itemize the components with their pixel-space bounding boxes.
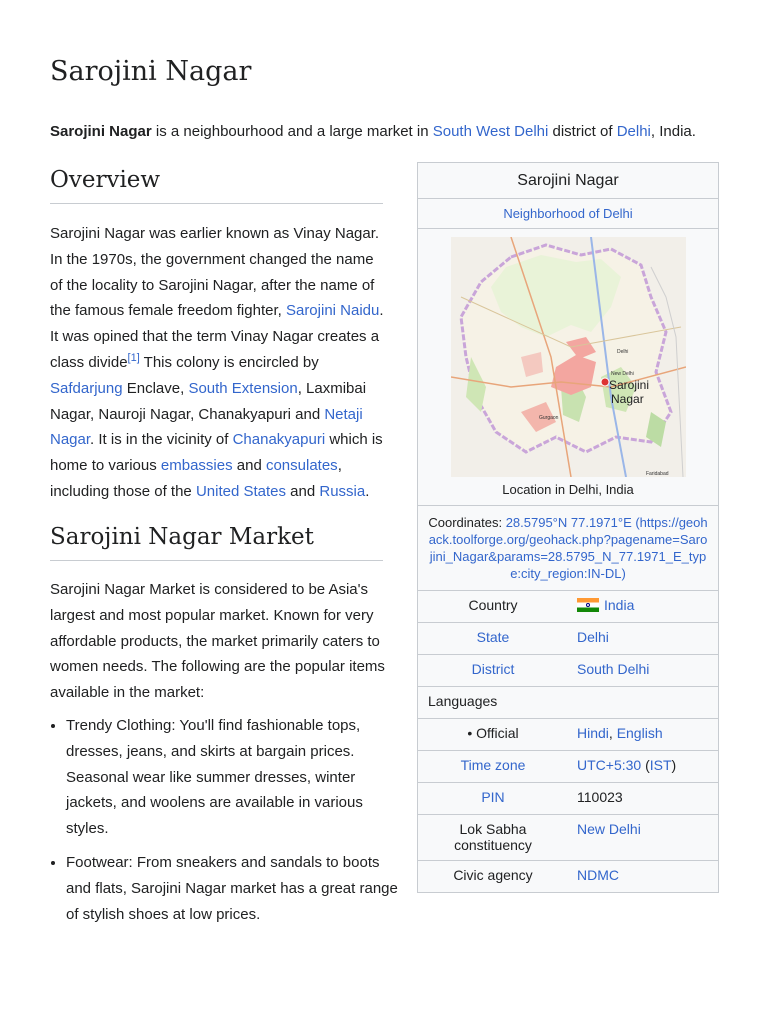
district-label-link[interactable]: District — [471, 661, 515, 677]
infobox-row-district — [418, 655, 718, 687]
infobox-row-country — [418, 591, 718, 623]
map-place-label: New Delhi — [611, 371, 634, 377]
country-label: Country — [468, 597, 518, 613]
state-label-link[interactable]: State — [476, 629, 510, 645]
overview-text: . — [365, 482, 370, 500]
lok-sabha-label: Lok Sabha constituency — [454, 821, 532, 853]
infobox-subtitle-link[interactable]: Neighborhood of Delhi — [503, 206, 633, 221]
timezone-label-link[interactable]: Time zone — [460, 757, 526, 773]
lead-text: district of — [548, 123, 617, 140]
infobox — [417, 162, 719, 893]
overview-text: which is home to various — [50, 431, 383, 475]
lead-text: is a neighbourhood and a large market in — [151, 123, 433, 140]
map-place-label: Delhi — [617, 349, 629, 355]
overview-heading: Overview — [50, 167, 383, 204]
languages-header: Languages — [418, 687, 718, 719]
reference-link[interactable]: [1] — [127, 351, 140, 364]
overview-text: , Laxmibai Nagar, Nauroji Nagar, Chanakyapuri and — [50, 379, 367, 423]
overview-text: . It is in the vicinity of — [90, 431, 233, 449]
paren: ( — [641, 757, 650, 773]
civic-agency-label: Civic agency — [453, 867, 533, 883]
overview-text: Enclave, — [122, 379, 189, 397]
separator: , — [608, 725, 617, 741]
map-caption: Location in Delhi, India — [502, 482, 634, 497]
overview-text: and — [286, 482, 320, 500]
link-delhi[interactable]: Delhi — [616, 123, 651, 140]
market-heading: Sarojini Nagar Market — [50, 524, 383, 561]
infobox-title: Sarojini Nagar — [418, 163, 718, 199]
infobox-row-state — [418, 623, 718, 655]
map-marker-label: Nagar — [611, 392, 644, 406]
overview-text: Sarojini Nagar was earlier known as Vinay Nagar. In the 1970s, the government changed the name of the locality to Sarojini Nagar, after the name of the famous female freedom fighter, — [50, 225, 380, 320]
link-south-west-delhi[interactable]: South West Delhi — [432, 123, 549, 140]
pin-label-link[interactable]: PIN — [481, 789, 505, 805]
list-item: • Trendy Clothing: You'll find fashionable tops, dresses, jeans, and skirts at bargain prices. Seasonal wear like summer dresses, winter jackets, and woolens are available in various styles. — [66, 713, 406, 842]
page-title: Sarojini Nagar — [50, 56, 252, 87]
language-link-english[interactable]: English — [616, 725, 663, 741]
lead-text: , India. — [650, 123, 696, 140]
link-united-states[interactable]: United States — [195, 482, 286, 500]
state-link[interactable]: Delhi — [577, 629, 609, 645]
overview-text: , including those of the — [50, 457, 342, 500]
map-marker-label: Sarojini — [609, 378, 650, 392]
overview-text: This colony is encircled by — [139, 353, 319, 371]
country-link[interactable]: India — [604, 597, 635, 613]
timezone-abbr-link[interactable]: IST — [649, 757, 672, 773]
infobox-coordinates — [418, 506, 718, 591]
link-embassies[interactable]: embassies — [160, 457, 233, 475]
link-netaji-nagar[interactable]: Netaji Nagar — [50, 405, 363, 449]
civic-agency-link[interactable]: NDMC — [577, 867, 619, 883]
overview-paragraph — [50, 221, 385, 505]
list-item: • Footwear: From sneakers and sandals to boots and flats, Sarojini Nagar market has a great range of stylish shoes at low prices. — [66, 850, 406, 927]
overview-text: and — [232, 457, 266, 475]
infobox-row-timezone — [418, 751, 718, 783]
market-paragraph: Sarojini Nagar Market is considered to be Asia's largest and most popular market. Known for very affordable products, the market primarily caters to women needs. The following are the popular items available in the market: — [50, 581, 385, 702]
location-map-panel — [418, 229, 718, 506]
link-russia[interactable]: Russia — [319, 482, 366, 500]
overview-text: . It was opined that the term Vinay Nagar creates a class divide — [50, 302, 384, 371]
infobox-row-civic-agency — [418, 861, 718, 892]
link-south-extension[interactable]: South Extension — [188, 379, 298, 397]
map-place-label: Faridabad — [646, 471, 669, 477]
india-flag-icon — [577, 598, 599, 612]
coordinates-label: Coordinates: — [428, 515, 506, 530]
delhi-map-image — [451, 237, 686, 477]
language-link-hindi[interactable]: Hindi — [577, 725, 609, 741]
infobox-row-pin — [418, 783, 718, 815]
paren: ) — [671, 757, 677, 773]
coordinates-link[interactable]: 28.5795°N 77.1971°E (https://geohack.toolforge.org/geohack.php?pagename=Sarojini_Nagar&params=28.5795_N_77.1971_E_type:city_region:IN-DL) — [428, 515, 708, 581]
map-place-label: Gurgaon — [539, 415, 559, 421]
lead-bold-title: Sarojini Nagar — [50, 123, 152, 140]
link-sarojini-naidu[interactable]: Sarojini Naidu — [285, 302, 380, 320]
link-safdarjung[interactable]: Safdarjung — [50, 379, 123, 397]
market-items-list — [48, 713, 406, 935]
official-label: • Official — [467, 725, 519, 741]
pin-value: 110023 — [577, 789, 623, 805]
infobox-row-lok-sabha — [418, 815, 718, 861]
location-map[interactable] — [451, 237, 686, 477]
district-link[interactable]: South Delhi — [577, 661, 650, 677]
lead-paragraph — [50, 121, 730, 143]
infobox-row-official — [418, 719, 718, 751]
lok-sabha-link[interactable]: New Delhi — [577, 821, 641, 837]
link-consulates[interactable]: consulates — [265, 457, 338, 475]
link-chanakyapuri[interactable]: Chanakyapuri — [232, 431, 326, 449]
timezone-link[interactable]: UTC+5:30 — [577, 757, 642, 773]
